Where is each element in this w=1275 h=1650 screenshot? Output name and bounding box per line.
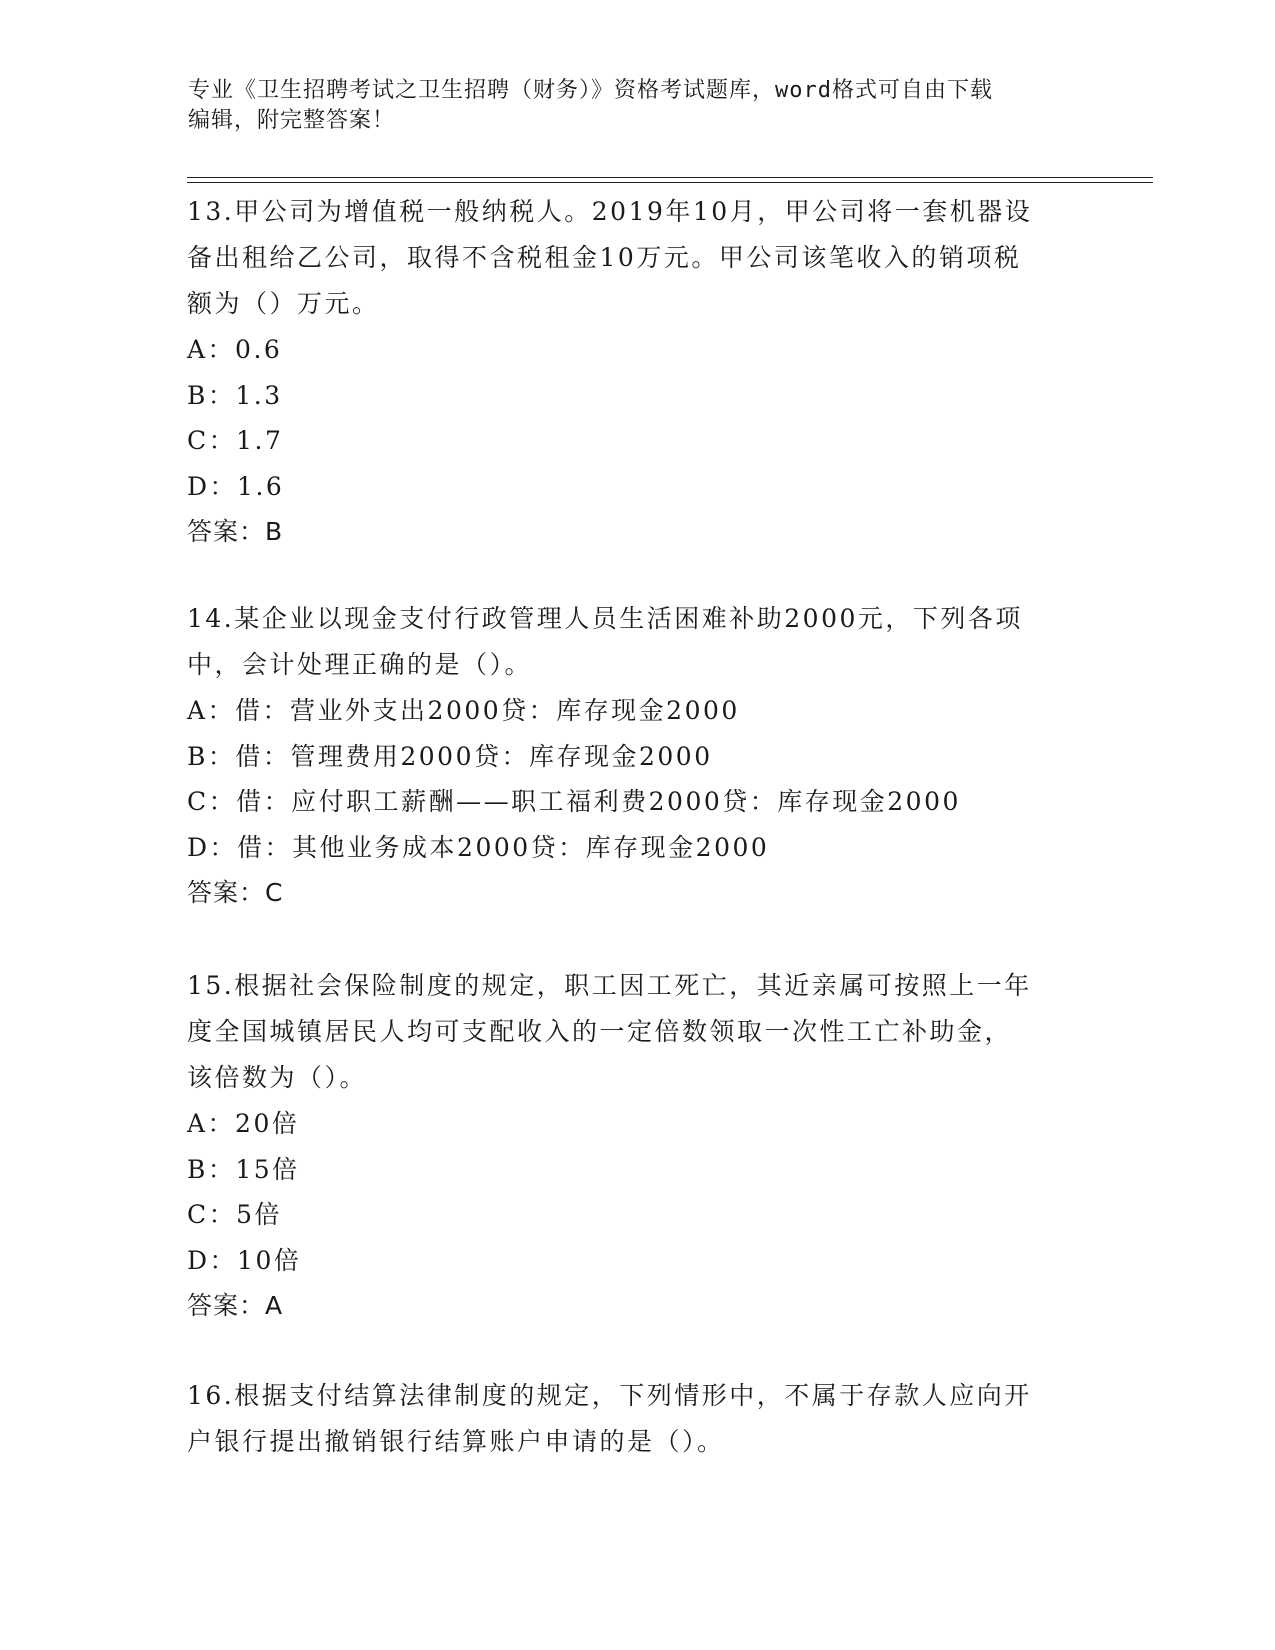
- question-text-line: 该倍数为（）。: [187, 1063, 368, 1092]
- option-b: B：15倍: [187, 1154, 300, 1184]
- header-line-2: 编辑，附完整答案！: [188, 108, 396, 133]
- answer-label: 答案：B: [187, 517, 284, 546]
- question-16: [187, 1373, 1087, 1465]
- question-text-line: 备出租给乙公司，取得不含税租金10万元。甲公司该笔收入的销项税: [187, 243, 1022, 272]
- option-c: C：借：应付职工薪酬——职工福利费2000贷：库存现金2000: [187, 787, 961, 816]
- header-divider-top: [187, 177, 1153, 178]
- question-15: [187, 963, 1087, 1329]
- document-header: [188, 76, 1068, 136]
- answer-label: 答案：A: [187, 1291, 284, 1320]
- question-text-line: 度全国城镇居民人均可支配收入的一定倍数领取一次性工亡补助金，: [187, 1017, 1013, 1046]
- header-line-1: 专业《卫生招聘考试之卫生招聘（财务）》资格考试题库，word格式可自由下载: [188, 78, 993, 103]
- question-text-line: 15.根据社会保险制度的规定，职工因工死亡，其近亲属可按照上一年: [187, 971, 1032, 1000]
- question-text-line: 13.甲公司为增值税一般纳税人。2019年10月，甲公司将一套机器设: [187, 197, 1033, 226]
- option-b: B：1.3: [187, 380, 283, 410]
- question-text-line: 14.某企业以现金支付行政管理人员生活困难补助2000元，下列各项: [187, 604, 1023, 633]
- option-a: A：借：营业外支出2000贷：库存现金2000: [187, 696, 740, 725]
- question-text-line: 户银行提出撤销银行结算账户申请的是（）。: [187, 1427, 725, 1456]
- option-b: B：借：管理费用2000贷：库存现金2000: [187, 741, 713, 771]
- option-a: A：0.6: [187, 335, 283, 364]
- option-d: D：1.6: [187, 471, 285, 501]
- option-d: D：借：其他业务成本2000贷：库存现金2000: [187, 832, 770, 862]
- question-13: [187, 189, 1087, 555]
- answer-label: 答案：C: [187, 878, 284, 907]
- question-text-line: 额为（）万元。: [187, 289, 380, 318]
- option-d: D：10倍: [187, 1245, 302, 1275]
- question-14: [187, 596, 1087, 916]
- header-divider-bottom: [187, 182, 1153, 183]
- option-c: C：5倍: [187, 1200, 283, 1229]
- question-text-line: 16.根据支付结算法律制度的规定，下列情形中，不属于存款人应向开: [187, 1381, 1032, 1410]
- question-text-line: 中，会计处理正确的是（）。: [187, 650, 533, 679]
- option-c: C：1.7: [187, 426, 284, 455]
- option-a: A：20倍: [187, 1109, 300, 1138]
